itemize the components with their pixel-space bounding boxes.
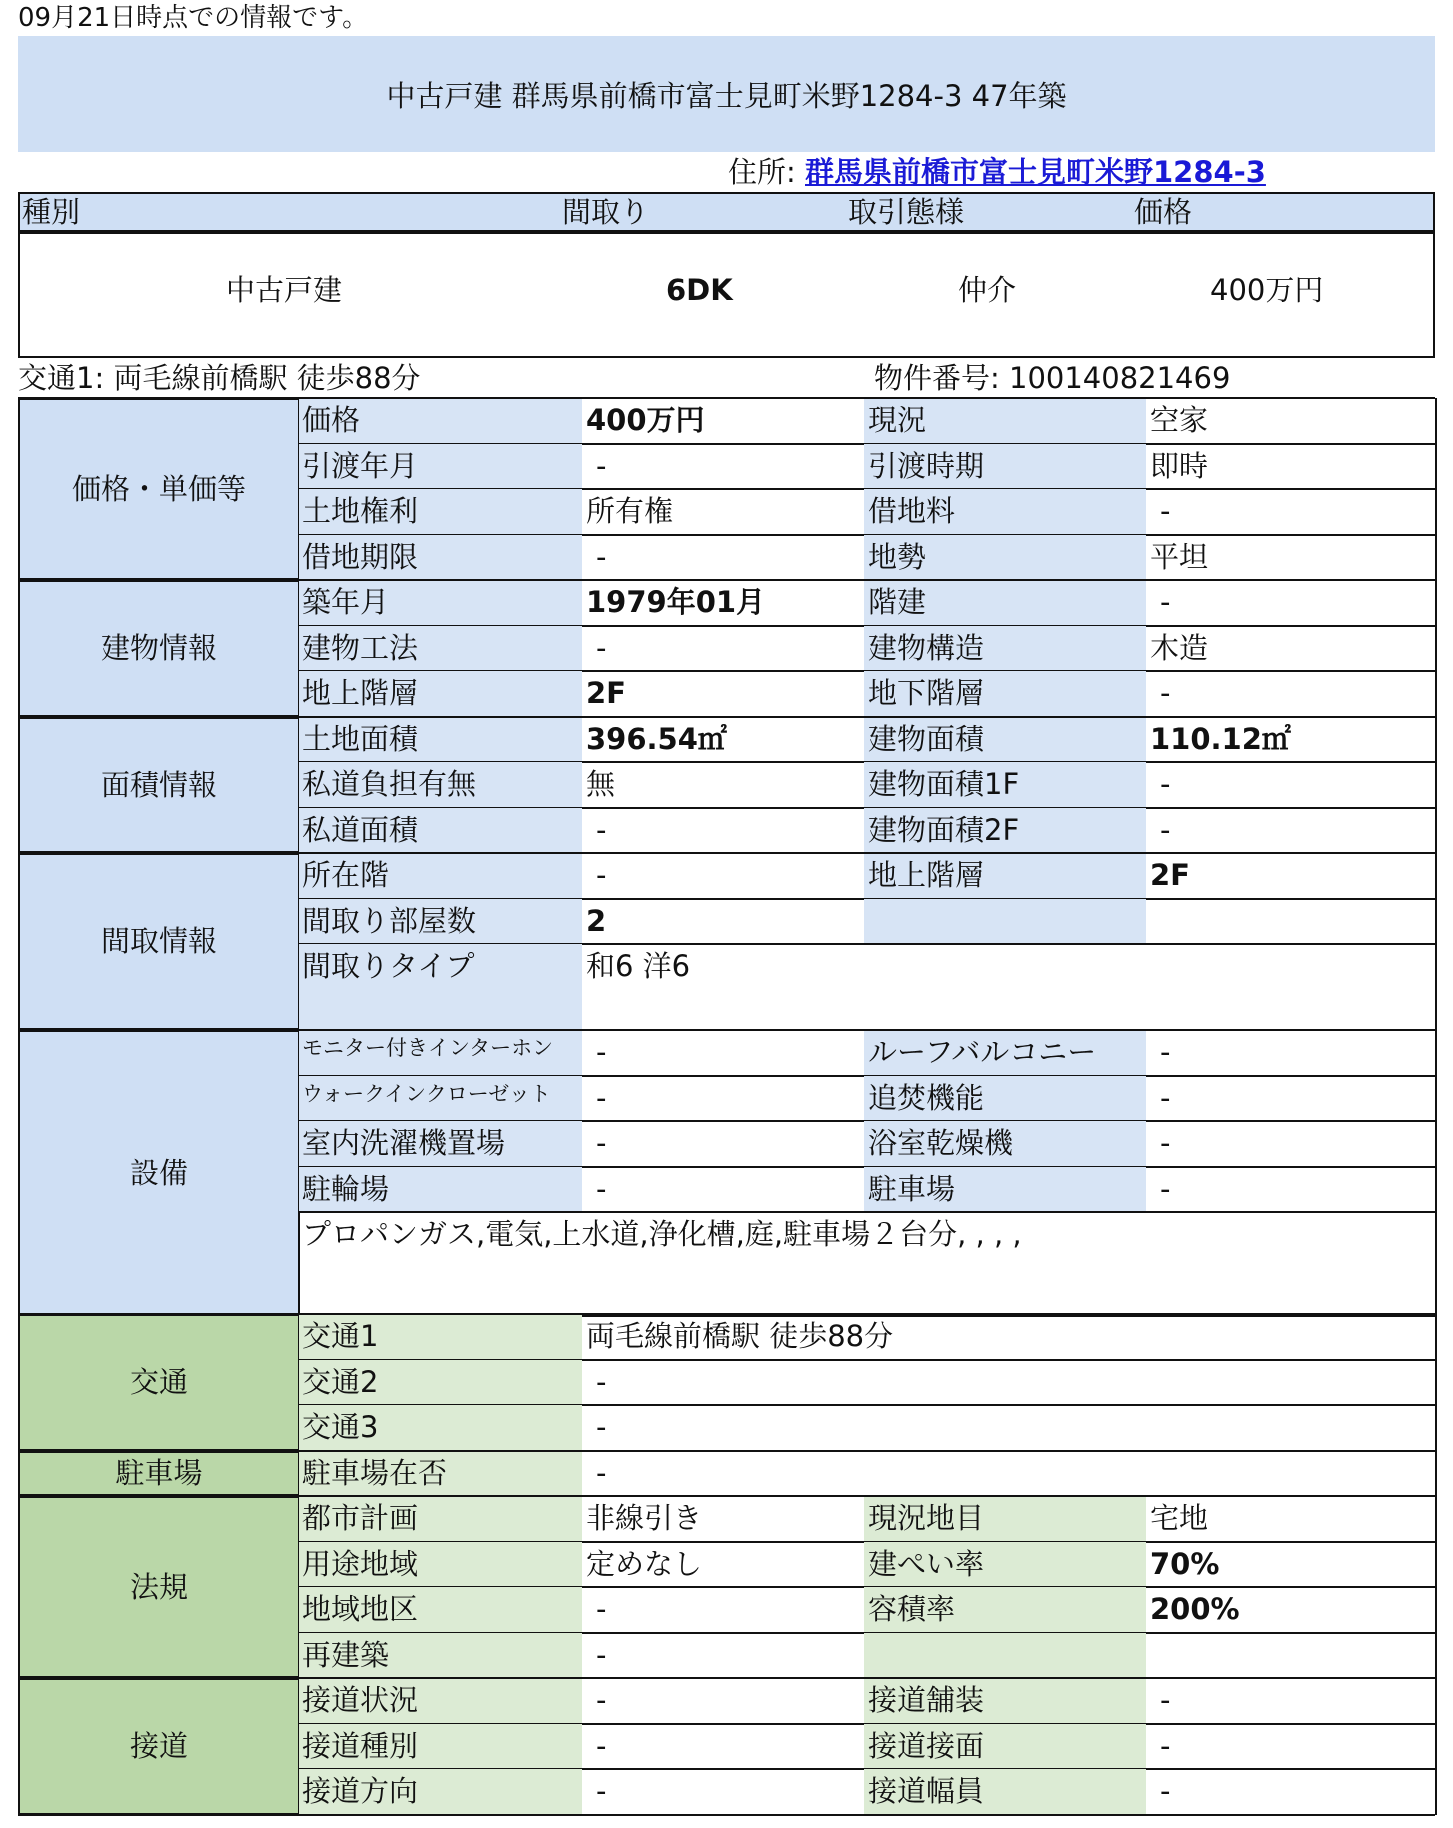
section-title-label: 建物情報 xyxy=(100,631,217,666)
field-value: - xyxy=(596,858,607,892)
field-label: 駐車場 xyxy=(868,1171,956,1206)
field-value: - xyxy=(1160,585,1171,619)
field-value: - xyxy=(1160,1774,1171,1808)
field-value: 定めなし xyxy=(586,1546,703,1581)
section-title-parking xyxy=(18,1451,298,1497)
field-value: 200% xyxy=(1150,1592,1240,1626)
field-label: 建ぺい率 xyxy=(868,1546,985,1581)
table-right-border xyxy=(1435,580,1437,717)
field-label: 借地期限 xyxy=(302,539,419,574)
field-value: - xyxy=(1160,1728,1171,1763)
field-label: 建物面積1F xyxy=(868,767,1020,801)
section-title-area xyxy=(18,717,298,854)
field-label: 間取りタイプ xyxy=(302,949,475,983)
field-value: 無 xyxy=(586,767,616,801)
section-line xyxy=(18,579,1435,581)
field-value: 396.54㎡ xyxy=(586,721,727,756)
section-title-label: 接道 xyxy=(129,1729,188,1764)
field-label xyxy=(864,899,1146,945)
section-line xyxy=(18,1029,1435,1031)
field-label: 浴室乾燥機 xyxy=(868,1126,1014,1160)
table-right-border xyxy=(1435,1314,1437,1451)
field-label: ルーフバルコニー xyxy=(868,1035,1097,1069)
field-label: 接道種別 xyxy=(302,1728,419,1763)
table-right-border xyxy=(1435,1451,1437,1497)
field-value: - xyxy=(596,1592,607,1626)
field-label: 建物面積 xyxy=(868,721,985,756)
field-label xyxy=(864,944,1146,1030)
summary-header-type: 種別 xyxy=(22,195,81,229)
field-label: 接道舗装 xyxy=(868,1683,985,1717)
address-label: 住所: xyxy=(728,155,796,189)
field-label: 地下階層 xyxy=(868,676,985,710)
field-label: 接道状況 xyxy=(302,1683,419,1717)
access-line: 交通1: 両毛線前橋駅 徒歩88分 xyxy=(18,361,421,395)
field-value: 宅地 xyxy=(1150,1501,1209,1535)
section-title-law xyxy=(18,1496,298,1678)
field-value: - xyxy=(1160,812,1171,847)
summary-value-layout: 6DK xyxy=(666,273,733,307)
field-label: 借地料 xyxy=(868,494,956,528)
field-value: - xyxy=(1160,1080,1171,1115)
section-title-price xyxy=(18,398,298,580)
field-value: 2F xyxy=(586,676,626,710)
field-value: - xyxy=(596,812,607,847)
summary-header-layout: 間取り xyxy=(562,195,650,229)
field-value: - xyxy=(596,539,607,574)
field-label: 用途地域 xyxy=(302,1546,419,1581)
field-label: 地上階層 xyxy=(302,676,419,710)
field-value: - xyxy=(596,1171,607,1206)
field-label: 引渡時期 xyxy=(868,448,985,483)
field-value: 木造 xyxy=(1150,630,1209,665)
property-number: 物件番号: 100140821469 xyxy=(874,361,1231,395)
field-label: 建物構造 xyxy=(868,630,985,665)
field-label: 現況地目 xyxy=(868,1501,985,1535)
field-label: 価格 xyxy=(302,403,361,437)
section-title-label: 間取情報 xyxy=(100,924,217,959)
field-value: 2F xyxy=(1150,858,1190,892)
field-value: 400万円 xyxy=(586,403,705,437)
field-value: - xyxy=(596,1080,607,1115)
field-label: 接道接面 xyxy=(868,1728,985,1763)
field-value xyxy=(1146,944,1435,1030)
section-line xyxy=(18,397,1435,399)
table-right-border xyxy=(1435,1030,1437,1316)
table-right-border xyxy=(1435,717,1437,854)
section-line xyxy=(18,1814,1435,1816)
field-label: 階建 xyxy=(868,585,927,619)
section-title-building xyxy=(18,580,298,717)
field-label: 再建築 xyxy=(302,1637,390,1672)
field-value xyxy=(1146,1633,1435,1679)
field-value: - xyxy=(1160,1035,1171,1069)
field-label: 地域地区 xyxy=(302,1592,419,1626)
section-line xyxy=(18,852,1435,854)
field-label xyxy=(864,1633,1146,1679)
field-label: 土地面積 xyxy=(302,721,419,756)
page-title: 中古戸建 群馬県前橋市富士見町米野1284-3 47年築 xyxy=(386,78,1067,113)
field-value: 70% xyxy=(1150,1546,1220,1581)
field-label: 所在階 xyxy=(302,858,390,892)
field-value xyxy=(1146,899,1435,945)
section-line xyxy=(18,1313,1435,1315)
summary-value-price: 400万円 xyxy=(1210,273,1324,307)
section-title-label: 設備 xyxy=(129,1156,188,1190)
summary-header-price: 価格 xyxy=(1134,195,1193,229)
field-value: 2 xyxy=(586,903,607,938)
summary-header-transaction: 取引態様 xyxy=(848,195,965,229)
section-title-equipment xyxy=(18,1030,298,1316)
section-line xyxy=(18,716,1435,718)
field-label: 室内洗濯機置場 xyxy=(302,1126,506,1160)
field-value: - xyxy=(1160,767,1171,801)
field-value: - xyxy=(1160,1171,1171,1206)
field-label: 追焚機能 xyxy=(868,1080,985,1115)
field-value: 1979年01月 xyxy=(586,585,766,619)
field-value: 即時 xyxy=(1150,448,1209,483)
field-label: 私道負担有無 xyxy=(302,767,477,801)
field-label: 土地権利 xyxy=(302,494,419,528)
field-value: - xyxy=(596,1364,607,1399)
section-title-label: 交通 xyxy=(129,1365,188,1400)
field-label: 間取り部屋数 xyxy=(302,903,477,938)
field-value: 平坦 xyxy=(1150,539,1209,574)
section-title-transport xyxy=(18,1314,298,1451)
section-title-label: 面積情報 xyxy=(100,767,217,802)
field-value: - xyxy=(596,630,607,665)
field-value: 空家 xyxy=(1150,403,1209,437)
field-value: - xyxy=(1160,676,1171,710)
equipment-note: プロパンガス,電気,上水道,浄化槽,庭,駐車場２台分, , , , xyxy=(302,1217,1022,1251)
section-line xyxy=(18,1677,1435,1679)
field-value: 110.12㎡ xyxy=(1150,721,1291,756)
table-right-border xyxy=(1435,398,1437,580)
field-label: 地上階層 xyxy=(868,858,985,892)
section-title-label: 価格・単価等 xyxy=(71,472,246,506)
field-value: 非線引き xyxy=(586,1501,703,1535)
field-label: 交通2 xyxy=(302,1364,379,1399)
field-value: 両毛線前橋駅 徒歩88分 xyxy=(586,1319,894,1353)
field-label: 建物面積2F xyxy=(868,812,1020,847)
field-label: 容積率 xyxy=(868,1592,956,1626)
field-label: 駐輪場 xyxy=(302,1171,390,1206)
field-label: 引渡年月 xyxy=(302,448,419,483)
section-title-label: 法規 xyxy=(129,1570,188,1604)
field-value: - xyxy=(596,1410,607,1444)
address-link[interactable]: 群馬県前橋市富士見町米野1284-3 xyxy=(805,155,1266,189)
field-label: 接道方向 xyxy=(302,1774,419,1808)
field-value: 和6 洋6 xyxy=(586,949,691,983)
table-right-border xyxy=(1435,853,1437,1030)
field-label: モニター付きインターホン xyxy=(302,1036,554,1060)
field-value: - xyxy=(596,1728,607,1763)
field-label: 交通3 xyxy=(302,1410,379,1444)
field-value: 所有権 xyxy=(586,494,674,528)
field-label: 接道幅員 xyxy=(868,1774,985,1808)
date-note: 09月21日時点での情報です。 xyxy=(18,3,369,33)
field-label: 現況 xyxy=(868,403,927,437)
field-label: 都市計画 xyxy=(302,1501,419,1535)
field-value: - xyxy=(596,1637,607,1672)
field-value: - xyxy=(596,1035,607,1069)
field-value: - xyxy=(1160,1126,1171,1160)
field-label: 建物工法 xyxy=(302,630,419,665)
summary-value-type: 中古戸建 xyxy=(226,273,343,307)
section-line xyxy=(18,1450,1435,1452)
field-label: 地勢 xyxy=(868,539,927,574)
field-label: 築年月 xyxy=(302,585,390,619)
summary-value-transaction: 仲介 xyxy=(958,273,1017,307)
field-value: - xyxy=(596,1126,607,1160)
field-label: ウォークインクローゼット xyxy=(302,1081,551,1106)
section-line xyxy=(18,1495,1435,1497)
field-value: - xyxy=(596,1683,607,1717)
field-value: - xyxy=(596,448,607,483)
field-value: - xyxy=(596,1455,607,1490)
field-label: 交通1 xyxy=(302,1319,379,1353)
field-value: - xyxy=(596,1774,607,1808)
table-right-border xyxy=(1435,1678,1437,1815)
field-label: 駐車場在否 xyxy=(302,1455,448,1490)
section-title-road xyxy=(18,1678,298,1815)
section-title-label: 駐車場 xyxy=(115,1456,203,1491)
table-right-border xyxy=(1435,1496,1437,1678)
field-value: - xyxy=(1160,494,1171,528)
field-value: - xyxy=(1160,1683,1171,1717)
section-title-layout xyxy=(18,853,298,1030)
field-label: 私道面積 xyxy=(302,812,419,847)
